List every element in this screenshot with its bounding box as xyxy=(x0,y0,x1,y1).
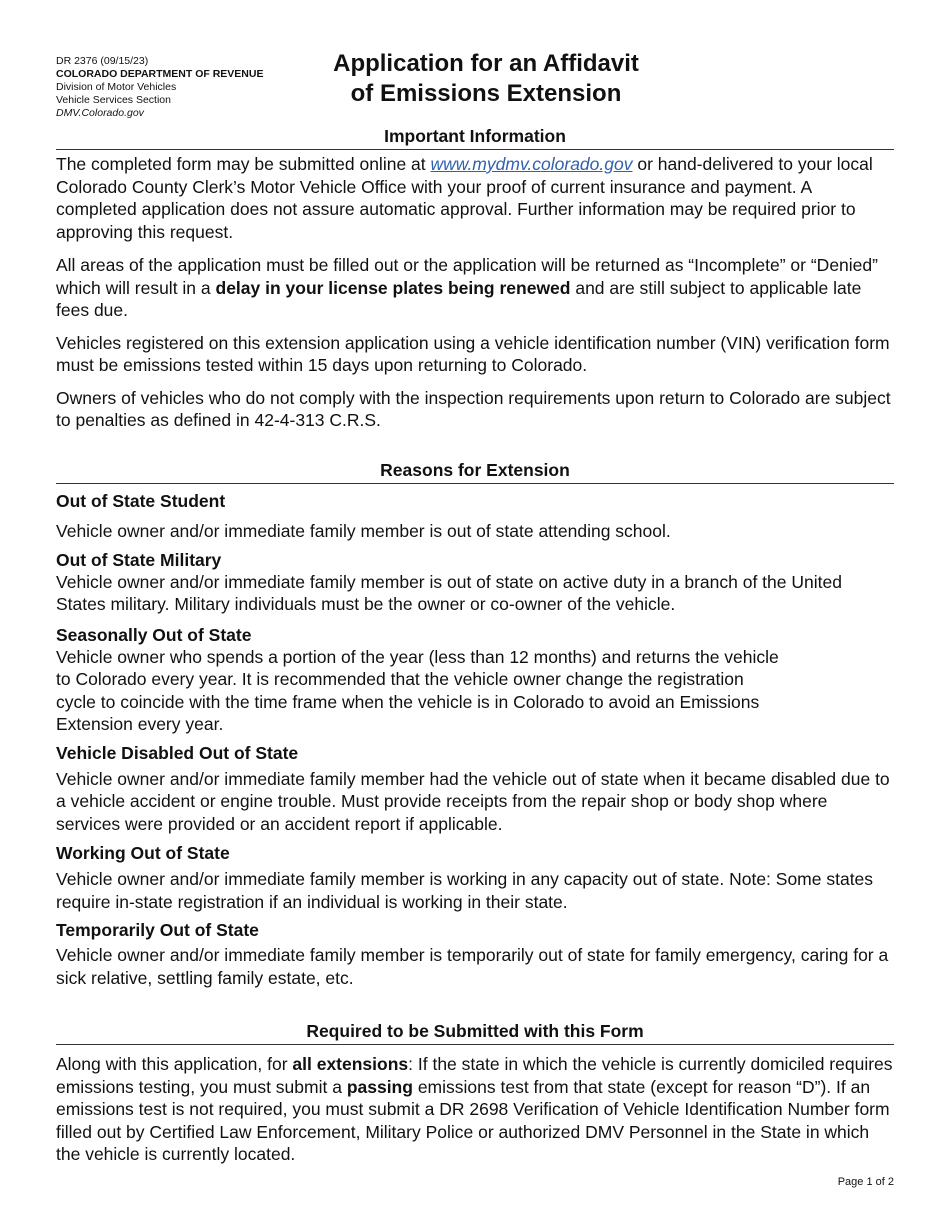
p1-text-b: or hand-delivered to your local Colorado County Clerk’s Motor Vehicle Office with your proof of current insurance and payment. A completed application does not assure automatic approval. Further information may be required prior to approving this request. xyxy=(56,154,873,242)
req-bold-1: all extensions xyxy=(292,1054,409,1074)
req-text-2: : If the state in which the vehicle is currently domiciled requires emissions testing, you must submit a xyxy=(56,1054,893,1097)
page-number: Page 1 of 2 xyxy=(837,1176,894,1188)
important-paragraph-2 xyxy=(56,254,894,322)
required-paragraph xyxy=(56,1053,894,1166)
section-name: Vehicle Services Section xyxy=(56,94,171,106)
important-paragraph-3: Vehicles registered on this extension application using a vehicle identification number (VIN) verification form must be emissions tested within 15 days upon returning to Colorado. xyxy=(56,332,890,375)
important-information-heading: Important Information xyxy=(56,125,894,150)
reason-seasonal-title: Seasonally Out of State xyxy=(56,624,252,645)
reason-working-text: Vehicle owner and/or immediate family member is working in any capacity out of state. Note: Some states require in-state registration if an individual is working in their state. xyxy=(56,869,874,912)
reason-student-title: Out of State Student xyxy=(56,491,226,511)
reason-disabled-text: Vehicle owner and/or immediate family member had the vehicle out of state when it became disabled due to a vehicle accident or engine trouble. Must provide receipts from the repair shop or body shop where services were provided or an accident report if applicable. xyxy=(56,768,890,834)
department-name: COLORADO DEPARTMENT OF REVENUE xyxy=(56,68,264,80)
p2-text-a: All areas of the application must be filled out or the application will be returned as “Incomplete” or “Denied” which will result in a xyxy=(56,255,878,298)
important-information-section xyxy=(56,125,894,432)
required-heading: Required to be Submitted with this Form xyxy=(56,1020,894,1045)
reason-temporary-text: Vehicle owner and/or immediate family member is temporarily out of state for family emergency, caring for a sick relative, settling family estate, etc. xyxy=(56,945,889,988)
reasons-heading: Reasons for Extension xyxy=(56,459,894,484)
division-name: Division of Motor Vehicles xyxy=(56,81,177,93)
title-line-1: Application for an Affidavit xyxy=(333,50,639,77)
p2-text-b: and are still subject to applicable late fees due. xyxy=(56,277,862,320)
reason-temporary-title: Temporarily Out of State xyxy=(56,920,259,940)
reasons-section xyxy=(56,459,894,989)
title-line-2: of Emissions Extension xyxy=(350,80,622,107)
p1-text-a: The completed form may be submitted online at xyxy=(56,154,431,174)
form-header xyxy=(56,55,263,120)
req-text-3: emissions test from that state (except for reason “D”). If an emissions test is not required, you must submit a DR 2698 Verification of Vehicle Identification Number form filled out by Certified Law Enforcement, Military Police or authorized DMV Personnel in the State in which the vehicle is currently located. xyxy=(56,1076,890,1164)
reason-disabled-title: Vehicle Disabled Out of State xyxy=(56,742,299,763)
reason-seasonal-text xyxy=(56,646,894,736)
seasonal-line-4: Extension every year. xyxy=(56,714,224,734)
important-paragraph-4: Owners of vehicles who do not comply with the inspection requirements upon return to Colorado are subject to penalties as defined in 42-4-313 C.R.S. xyxy=(56,387,891,430)
p2-bold-text: delay in your license plates being renewed xyxy=(215,277,571,298)
req-bold-2: passing xyxy=(346,1076,413,1097)
important-paragraph-1 xyxy=(56,153,894,243)
form-id: DR 2376 (09/15/23) xyxy=(56,55,149,67)
required-section xyxy=(56,1020,894,1166)
mydmv-link[interactable]: www.mydmv.colorado.gov xyxy=(430,154,633,174)
seasonal-line-3: cycle to coincide with the time frame when the vehicle is in Colorado to avoid an Emissions xyxy=(56,691,760,712)
form-title xyxy=(300,49,672,109)
reason-military-text: Vehicle owner and/or immediate family member is out of state on active duty in a branch of the United States military. Military individuals must be the owner or co-owner of the vehicle. xyxy=(56,571,842,614)
agency-website: DMV.Colorado.gov xyxy=(56,107,144,119)
reason-working-title: Working Out of State xyxy=(56,843,230,863)
seasonal-line-2: to Colorado every year. It is recommended that the vehicle owner change the registration xyxy=(56,669,744,689)
seasonal-line-1: Vehicle owner who spends a portion of the year (less than 12 months) and returns the vehicle xyxy=(56,646,779,667)
reason-student-text: Vehicle owner and/or immediate family member is out of state attending school. xyxy=(56,521,671,541)
reason-military-title: Out of State Military xyxy=(56,549,222,570)
req-text-1: Along with this application, for xyxy=(56,1054,293,1074)
